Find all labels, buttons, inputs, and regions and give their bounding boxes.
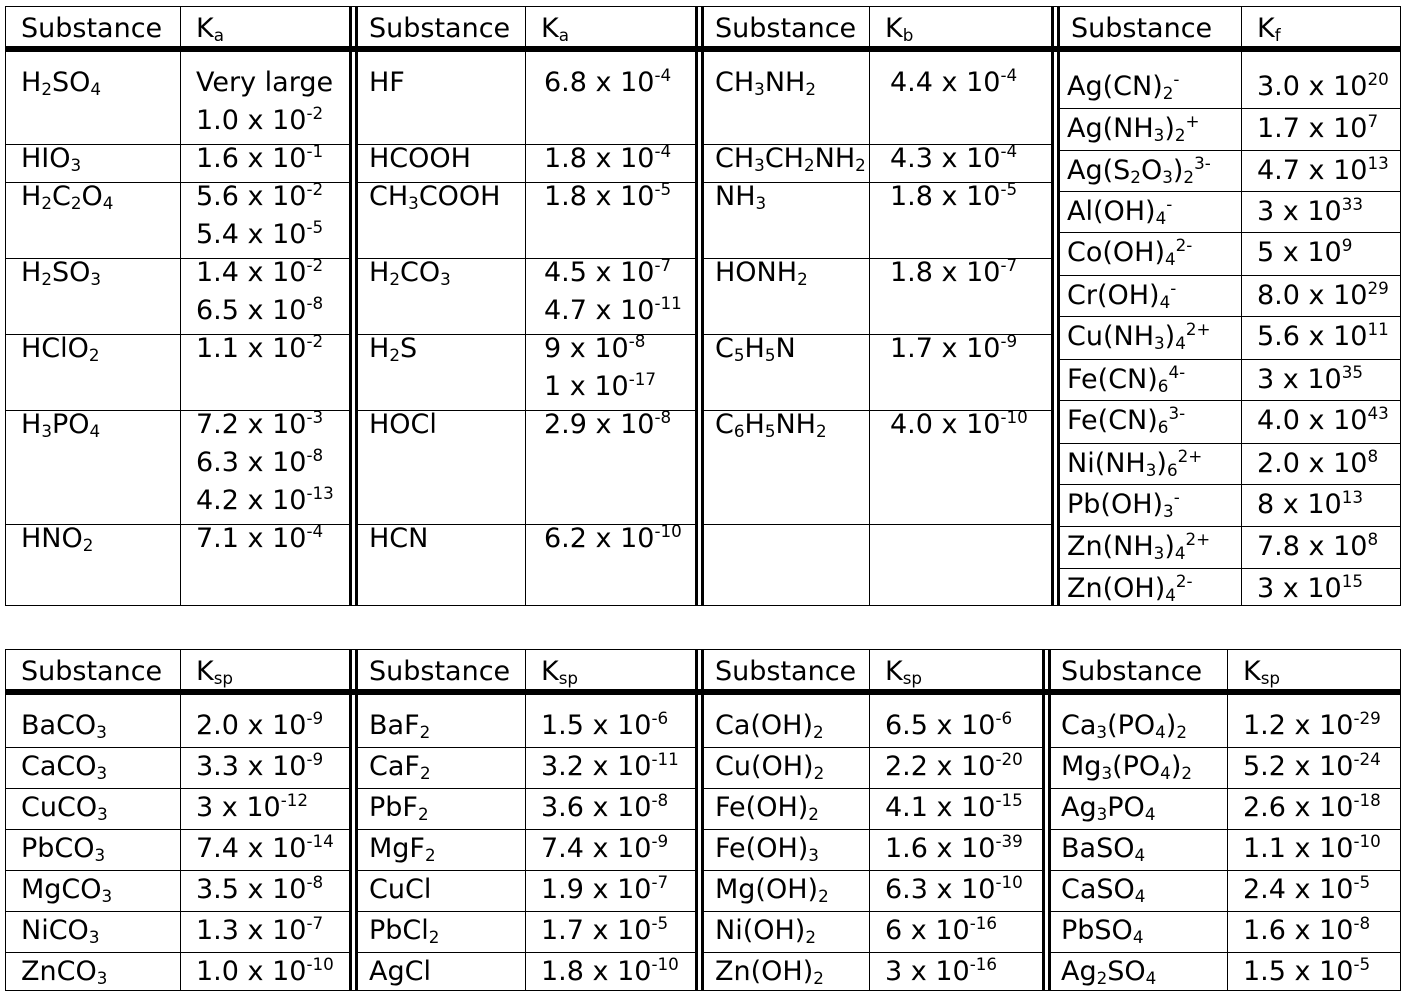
solubility-constant: 3 x $10^{-16}$ — [885, 953, 998, 987]
substance-cell: CuCO$_3$ — [21, 792, 108, 825]
row-divider — [701, 524, 1051, 525]
group-divider — [349, 6, 358, 606]
constant-value: 6.2 x $10^{-10}$ — [544, 520, 682, 554]
substance-cell: CaSO$_4$ — [1061, 874, 1146, 907]
substance-cell: ZnCO$_3$ — [21, 956, 108, 989]
substance-cell: $Ag_3PO_4$ — [1061, 792, 1156, 825]
constant-value: 1.8 x $10^{-4}$ — [544, 140, 672, 174]
column-divider — [1227, 649, 1228, 991]
formation-constant: 4.0 x $10^{43}$ — [1257, 402, 1389, 436]
constant-value: Very large — [196, 67, 334, 98]
row-divider — [1057, 484, 1401, 485]
substance-cell: $H_2S$ — [369, 333, 418, 366]
row-divider — [1057, 359, 1401, 360]
substance-cell: $CH_3NH_2$ — [715, 67, 816, 100]
constant-header: $K_f$ — [1257, 13, 1281, 46]
complex-ion-cell: $Co(OH)_4^{2-}$ — [1067, 234, 1193, 270]
substance-cell: $NH_3$ — [715, 181, 767, 214]
constant-value: 4.2 x $10^{-13}$ — [196, 482, 334, 516]
solubility-constant: 6.5 x $10^{-6}$ — [885, 707, 1013, 741]
complex-ion-cell: $Zn(OH)_4^{2-}$ — [1067, 570, 1193, 606]
solubility-constant: 1.9 x $10^{-7}$ — [541, 871, 669, 905]
constant-value: 6.8 x $10^{-4}$ — [544, 64, 672, 98]
constant-value: 4.7 x $10^{-11}$ — [544, 292, 682, 326]
formation-constant: 3 x $10^{15}$ — [1257, 570, 1363, 604]
solubility-constant: 2.6 x $10^{-18}$ — [1243, 789, 1381, 823]
substance-header: Substance — [715, 13, 857, 44]
constant-value: 6.3 x $10^{-8}$ — [196, 444, 324, 478]
constant-value: 1.8 x $10^{-5}$ — [890, 178, 1018, 212]
substance-cell: $Mg(OH)_2$ — [715, 874, 829, 907]
substance-cell: $HNO_2$ — [21, 523, 94, 556]
group-divider — [349, 649, 358, 991]
constant-header: $K_{sp}$ — [541, 656, 579, 689]
complex-ion-cell: $Fe(CN)_6^{4-}$ — [1067, 361, 1186, 397]
formation-constant: 5 x $10^9$ — [1257, 234, 1353, 268]
row-divider — [1057, 400, 1401, 401]
column-divider — [180, 649, 181, 991]
column-divider — [180, 6, 181, 606]
substance-cell: $CH_3COOH$ — [369, 181, 501, 214]
solubility-constant: 2.0 x $10^{-9}$ — [196, 707, 324, 741]
formation-constant: 4.7 x $10^{13}$ — [1257, 152, 1389, 186]
substance-cell: $Ca(OH)_2$ — [715, 710, 824, 743]
substance-cell: PbCl$_2$ — [369, 915, 440, 948]
formation-constant: 1.7 x $10^7$ — [1257, 110, 1379, 144]
constant-value: 5.6 x $10^{-2}$ — [196, 178, 324, 212]
substance-cell: $H_2SO_4$ — [21, 67, 102, 100]
substance-cell: $H_3PO_4$ — [21, 409, 101, 442]
row-divider — [1057, 526, 1401, 527]
substance-cell: AgCl — [369, 956, 431, 987]
row-divider — [1057, 316, 1401, 317]
solubility-constant: 1.6 x $10^{-8}$ — [1243, 912, 1371, 946]
substance-cell: NiCO$_3$ — [21, 915, 100, 948]
solubility-constant: 3.5 x $10^{-8}$ — [196, 871, 324, 905]
solubility-constant: 3 x $10^{-12}$ — [196, 789, 309, 823]
substance-cell: $Cu(OH)_2$ — [715, 751, 825, 784]
substance-cell: MgCO$_3$ — [21, 874, 113, 907]
substance-cell: BaF$_2$ — [369, 710, 431, 743]
substance-header: Substance — [21, 13, 163, 44]
solubility-constant: 2.2 x $10^{-20}$ — [885, 748, 1023, 782]
constant-value: 7.2 x $10^{-3}$ — [196, 406, 324, 440]
row-divider — [1057, 275, 1401, 276]
substance-cell: $Fe(OH)_2$ — [715, 792, 819, 825]
solubility-constant: 7.4 x $10^{-9}$ — [541, 830, 669, 864]
substance-header: Substance — [21, 656, 163, 687]
constant-value: 4.0 x $10^{-10}$ — [890, 406, 1028, 440]
row-divider — [1057, 108, 1401, 109]
substance-header: Substance — [1071, 13, 1213, 44]
solubility-constant: 1.3 x $10^{-7}$ — [196, 912, 324, 946]
substance-cell: HF — [369, 67, 405, 98]
substance-cell: HCN — [369, 523, 429, 554]
substance-header: Substance — [369, 13, 511, 44]
constant-value: 1.6 x $10^{-1}$ — [196, 140, 324, 174]
solubility-constant: 1.5 x $10^{-5}$ — [1243, 953, 1371, 987]
column-divider — [525, 649, 526, 991]
complex-ion-cell: $Cu(NH_3)_4^{2+}$ — [1067, 318, 1211, 354]
substance-cell: $HONH_2$ — [715, 257, 808, 290]
solubility-constant: 7.4 x $10^{-14}$ — [196, 830, 334, 864]
formation-constant: 8.0 x $10^{29}$ — [1257, 277, 1389, 311]
solubility-constant: 3.2 x $10^{-11}$ — [541, 748, 679, 782]
substance-header: Substance — [1061, 656, 1203, 687]
substance-cell: $Ca_3(PO_4)_2$ — [1061, 710, 1187, 743]
complex-ion-cell: $Ag(S_2O_3)_2^{3-}$ — [1067, 152, 1211, 188]
substance-cell: HCOOH — [369, 143, 471, 174]
equilibrium-constants-table — [5, 6, 1401, 606]
substance-cell: CaCO$_3$ — [21, 751, 108, 784]
substance-cell: $HIO_3$ — [21, 143, 82, 176]
substance-cell: PbSO$_4$ — [1061, 915, 1144, 948]
substance-cell: $C_5H_5N$ — [715, 333, 796, 366]
substance-cell: HOCl — [369, 409, 437, 440]
solubility-constant: 6.3 x $10^{-10}$ — [885, 871, 1023, 905]
formation-constant: 8 x $10^{13}$ — [1257, 486, 1363, 520]
solubility-product-table — [5, 649, 1401, 991]
constant-value: 4.3 x $10^{-4}$ — [890, 140, 1018, 174]
substance-cell: MgF$_2$ — [369, 833, 436, 866]
column-divider — [869, 649, 870, 991]
substance-cell: BaCO$_3$ — [21, 710, 107, 743]
solubility-constant: 4.1 x $10^{-15}$ — [885, 789, 1023, 823]
group-divider — [1051, 6, 1060, 606]
solubility-constant: 1.1 x $10^{-10}$ — [1243, 830, 1381, 864]
substance-cell: HClO$_2$ — [21, 333, 100, 366]
column-divider — [525, 6, 526, 606]
constant-value: 6.5 x $10^{-8}$ — [196, 292, 324, 326]
solubility-constant: 1.8 x $10^{-10}$ — [541, 953, 679, 987]
formation-constant: 3 x $10^{35}$ — [1257, 361, 1363, 395]
row-divider — [1057, 191, 1401, 192]
solubility-constant: 2.4 x $10^{-5}$ — [1243, 871, 1371, 905]
solubility-constant: 1.6 x $10^{-39}$ — [885, 830, 1023, 864]
column-divider — [1241, 6, 1242, 606]
substance-cell: $Fe(OH)_3$ — [715, 833, 819, 866]
column-divider — [869, 6, 870, 606]
formation-constant: 3 x $10^{33}$ — [1257, 193, 1363, 227]
constant-value: 7.1 x $10^{-4}$ — [196, 520, 324, 554]
group-divider — [695, 6, 704, 606]
complex-ion-cell: $Ni(NH_3)_6^{2+}$ — [1067, 445, 1203, 481]
substance-header: Substance — [369, 656, 511, 687]
constant-header: $K_a$ — [196, 13, 224, 46]
constant-value: 5.4 x $10^{-5}$ — [196, 216, 324, 250]
constant-header: $K_b$ — [885, 13, 914, 46]
constant-value: 9 x $10^{-8}$ — [544, 330, 646, 364]
complex-ion-cell: $Cr(OH)_4^-$ — [1067, 277, 1177, 313]
substance-cell: PbCO$_3$ — [21, 833, 106, 866]
constant-value: 2.9 x $10^{-8}$ — [544, 406, 672, 440]
substance-cell: $Ni(OH)_2$ — [715, 915, 816, 948]
substance-cell: $H_2SO_3$ — [21, 257, 102, 290]
substance-cell: $H_2CO_3$ — [369, 257, 451, 290]
solubility-constant: 3.6 x $10^{-8}$ — [541, 789, 669, 823]
solubility-constant: 1.5 x $10^{-6}$ — [541, 707, 669, 741]
substance-cell: $Ag_2SO_4$ — [1061, 956, 1157, 989]
complex-ion-cell: $Al(OH)_4^-$ — [1067, 193, 1173, 229]
substance-cell: CuCl — [369, 874, 432, 905]
complex-ion-cell: $Pb(OH)_3^-$ — [1067, 486, 1180, 522]
constant-value: 1.7 x $10^{-9}$ — [890, 330, 1018, 364]
constant-value: 1.8 x $10^{-7}$ — [890, 254, 1018, 288]
formation-constant: 5.6 x $10^{11}$ — [1257, 318, 1389, 352]
substance-cell: CaF$_2$ — [369, 751, 431, 784]
constant-header: $K_{sp}$ — [196, 656, 234, 689]
complex-ion-cell: $Fe(CN)_6^{3-}$ — [1067, 402, 1186, 438]
substance-cell: $C_6H_5NH_2$ — [715, 409, 827, 442]
constant-header: $K_{sp}$ — [885, 656, 923, 689]
substance-cell: $H_2C_2O_4$ — [21, 181, 114, 214]
substance-cell: $Mg_3(PO_4)_2$ — [1061, 751, 1193, 784]
constant-header: $K_a$ — [541, 13, 569, 46]
constant-value: 1.0 x $10^{-2}$ — [196, 102, 324, 136]
constant-value: 4.5 x $10^{-7}$ — [544, 254, 672, 288]
complex-ion-cell: $Zn(NH_3)_4^{2+}$ — [1067, 528, 1211, 564]
solubility-constant: 1.7 x $10^{-5}$ — [541, 912, 669, 946]
substance-header: Substance — [715, 656, 857, 687]
constant-value: 1.4 x $10^{-2}$ — [196, 254, 324, 288]
group-divider — [1042, 649, 1051, 991]
substance-cell: $Zn(OH)_2$ — [715, 956, 824, 989]
constant-value: 1.1 x $10^{-2}$ — [196, 330, 324, 364]
row-divider — [1057, 150, 1401, 151]
constant-value: 1.8 x $10^{-5}$ — [544, 178, 672, 212]
formation-constant: 2.0 x $10^8$ — [1257, 445, 1379, 479]
row-divider — [1057, 443, 1401, 444]
solubility-constant: 1.2 x $10^{-29}$ — [1243, 707, 1381, 741]
solubility-constant: 5.2 x $10^{-24}$ — [1243, 748, 1381, 782]
solubility-constant: 6 x $10^{-16}$ — [885, 912, 998, 946]
substance-cell: BaSO$_4$ — [1061, 833, 1146, 866]
constant-value: 4.4 x $10^{-4}$ — [890, 64, 1018, 98]
solubility-constant: 1.0 x $10^{-10}$ — [196, 953, 334, 987]
group-divider — [695, 649, 704, 991]
complex-ion-cell: $Ag(CN)_2^-$ — [1067, 68, 1180, 104]
formation-constant: 3.0 x $10^{20}$ — [1257, 68, 1389, 102]
complex-ion-cell: $Ag(NH_3)_2^+$ — [1067, 110, 1200, 146]
constant-value: 1 x $10^{-17}$ — [544, 368, 657, 402]
substance-cell: $CH_3CH_2NH_2$ — [715, 143, 866, 176]
substance-cell: PbF$_2$ — [369, 792, 429, 825]
row-divider — [1057, 232, 1401, 233]
formation-constant: 7.8 x $10^8$ — [1257, 528, 1379, 562]
constant-header: $K_{sp}$ — [1243, 656, 1281, 689]
row-divider — [1057, 568, 1401, 569]
solubility-constant: 3.3 x $10^{-9}$ — [196, 748, 324, 782]
